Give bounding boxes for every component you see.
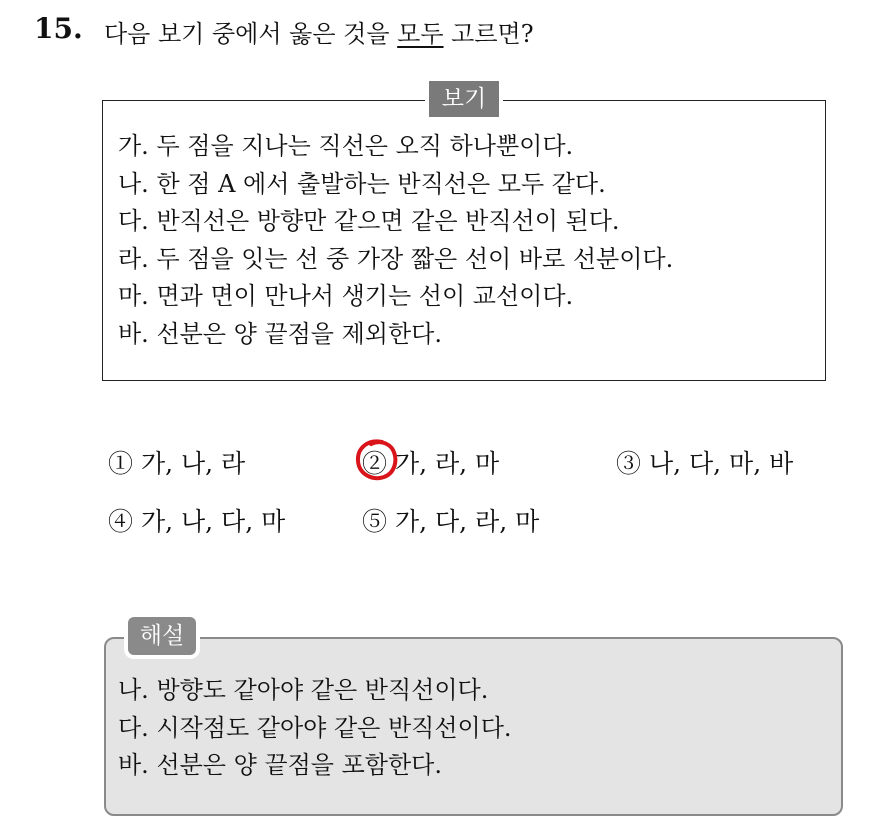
choice-mark: ④ xyxy=(108,507,134,536)
bogi-item: 바. 선분은 양 끝점을 제외한다. xyxy=(118,319,442,348)
choice-mark: ③ xyxy=(616,449,642,478)
question-text-before: 다음 보기 중에서 옳은 것을 xyxy=(104,20,398,48)
choice-text: 나, 다, 마, 바 xyxy=(648,449,794,478)
bogi-item: 가. 두 점을 지나는 직선은 오직 하나뿐이다. xyxy=(118,132,574,160)
choice-text: 가, 다, 라, 마 xyxy=(394,507,540,536)
solution-item: 나. 방향도 같아야 같은 반직선이다. xyxy=(118,676,489,704)
bogi-list xyxy=(118,128,673,353)
choice-text: 가, 나, 라 xyxy=(140,449,246,478)
choice-text: 가, 라, 마 xyxy=(394,449,500,478)
choice-1[interactable] xyxy=(108,444,245,480)
choice-5[interactable] xyxy=(362,502,539,538)
solution-list xyxy=(118,672,512,785)
choice-text: 가, 나, 다, 마 xyxy=(140,507,286,536)
choice-mark: ② xyxy=(362,449,388,478)
choice-mark: ⑤ xyxy=(362,507,388,536)
bogi-item: 다. 반직선은 방향만 같으면 같은 반직선이 된다. xyxy=(118,207,620,235)
question-number: 15. xyxy=(34,12,83,45)
bogi-item: 마. 면과 면이 만나서 생기는 선이 교선이다. xyxy=(118,282,574,310)
solution-label: 해설 xyxy=(128,617,196,655)
question-text-underlined: 모두 xyxy=(397,20,444,48)
bogi-item: 라. 두 점을 잇는 선 중 가장 짧은 선이 바로 선분이다. xyxy=(118,244,674,273)
question-text xyxy=(104,14,534,49)
solution-item: 다. 시작점도 같아야 같은 반직선이다. xyxy=(118,713,512,742)
question-text-after: 고르면? xyxy=(443,20,534,48)
bogi-item: 나. 한 점 A 에서 출발하는 반직선은 모두 같다. xyxy=(118,169,606,198)
choice-3[interactable] xyxy=(616,444,793,480)
bogi-label: 보기 xyxy=(429,81,499,117)
answer-circle-icon xyxy=(352,436,400,484)
choice-mark: ① xyxy=(108,449,134,478)
solution-item: 바. 선분은 양 끝점을 포함한다. xyxy=(118,751,442,779)
choice-4[interactable] xyxy=(108,502,285,538)
